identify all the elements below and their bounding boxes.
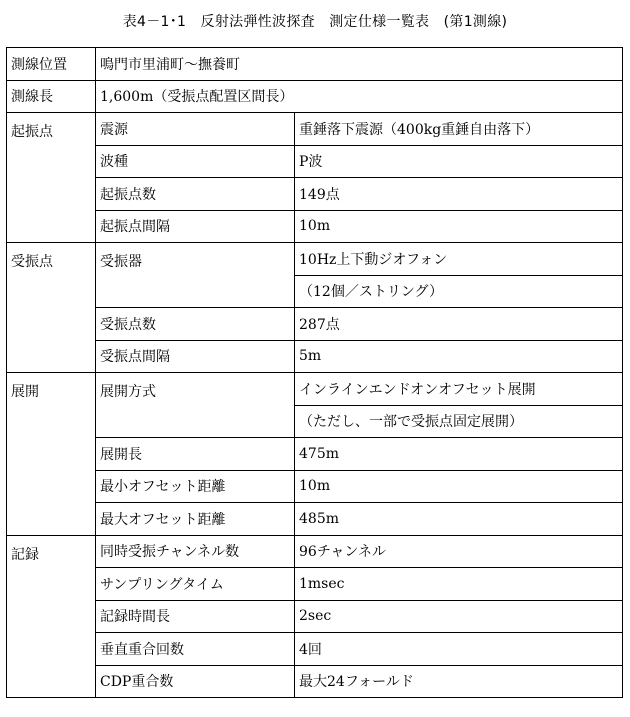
table-row bbox=[7, 210, 623, 243]
table-row bbox=[7, 308, 623, 341]
table-row bbox=[7, 243, 623, 276]
table-row bbox=[7, 665, 623, 698]
cell-value: 475m bbox=[295, 438, 623, 471]
table-row bbox=[7, 470, 623, 503]
row-label: 測線位置 bbox=[7, 48, 96, 81]
cell-value: 4回 bbox=[295, 633, 623, 666]
cell-item: 最小オフセット距離 bbox=[96, 470, 295, 503]
table-row bbox=[7, 340, 623, 373]
cell-item: 受振点間隔 bbox=[96, 340, 295, 373]
cell-value: 10m bbox=[295, 470, 623, 503]
group-label: 起振点 bbox=[7, 113, 96, 243]
cell-value: 1msec bbox=[295, 568, 623, 601]
cell-item: 起振点数 bbox=[96, 178, 295, 211]
cell-value: 最大24フォールド bbox=[295, 665, 623, 698]
table-row bbox=[7, 373, 623, 406]
cell-value: インラインエンドオンオフセット展開 bbox=[295, 373, 623, 406]
cell-value: 2sec bbox=[295, 600, 623, 633]
cell-value: 鳴門市里浦町～撫養町 bbox=[96, 48, 623, 81]
cell-item: CDP重合数 bbox=[96, 665, 295, 698]
cell-value: 149点 bbox=[295, 178, 623, 211]
table-row bbox=[7, 535, 623, 568]
cell-value: P波 bbox=[295, 145, 623, 178]
cell-item: 同時受振チャンネル数 bbox=[96, 535, 295, 568]
group-label: 受振点 bbox=[7, 243, 96, 373]
page-title: 表4－1･1 反射法弾性波探査 測定仕様一覧表 (第1測線) bbox=[122, 14, 508, 30]
table-row bbox=[7, 113, 623, 146]
table-row bbox=[7, 80, 623, 113]
cell-value: 96チャンネル bbox=[295, 535, 623, 568]
table-row bbox=[7, 145, 623, 178]
spec-table bbox=[6, 47, 623, 698]
cell-item: 最大オフセット距離 bbox=[96, 503, 295, 536]
cell-value: 287点 bbox=[295, 308, 623, 341]
table-row bbox=[7, 48, 623, 81]
table-row bbox=[7, 438, 623, 471]
cell-item: 垂直重合回数 bbox=[96, 633, 295, 666]
cell-item: 起振点間隔 bbox=[96, 210, 295, 243]
group-label: 記録 bbox=[7, 535, 96, 698]
cell-value-continued: （12個／ストリング） bbox=[295, 275, 623, 308]
cell-item: 展開長 bbox=[96, 438, 295, 471]
row-label: 測線長 bbox=[7, 80, 96, 113]
cell-item: 展開方式 bbox=[96, 373, 295, 438]
table-row bbox=[7, 633, 623, 666]
cell-item: 震源 bbox=[96, 113, 295, 146]
cell-item: 記録時間長 bbox=[96, 600, 295, 633]
table-row bbox=[7, 178, 623, 211]
table-row bbox=[7, 503, 623, 536]
cell-value: 485m bbox=[295, 503, 623, 536]
cell-item: 受振点数 bbox=[96, 308, 295, 341]
cell-item: 受振器 bbox=[96, 243, 295, 308]
table-row bbox=[7, 568, 623, 601]
cell-value: 10Hz上下動ジオフォン bbox=[295, 243, 623, 276]
cell-value: 10m bbox=[295, 210, 623, 243]
cell-value: 5m bbox=[295, 340, 623, 373]
cell-item: 波種 bbox=[96, 145, 295, 178]
cell-value: 1,600m（受振点配置区間長） bbox=[96, 80, 623, 113]
group-label: 展開 bbox=[7, 373, 96, 536]
cell-value: 重錘落下震源（400kg重錘自由落下） bbox=[295, 113, 623, 146]
cell-value-continued: （ただし、一部で受振点固定展開） bbox=[295, 405, 623, 438]
cell-item: サンプリングタイム bbox=[96, 568, 295, 601]
table-row bbox=[7, 600, 623, 633]
